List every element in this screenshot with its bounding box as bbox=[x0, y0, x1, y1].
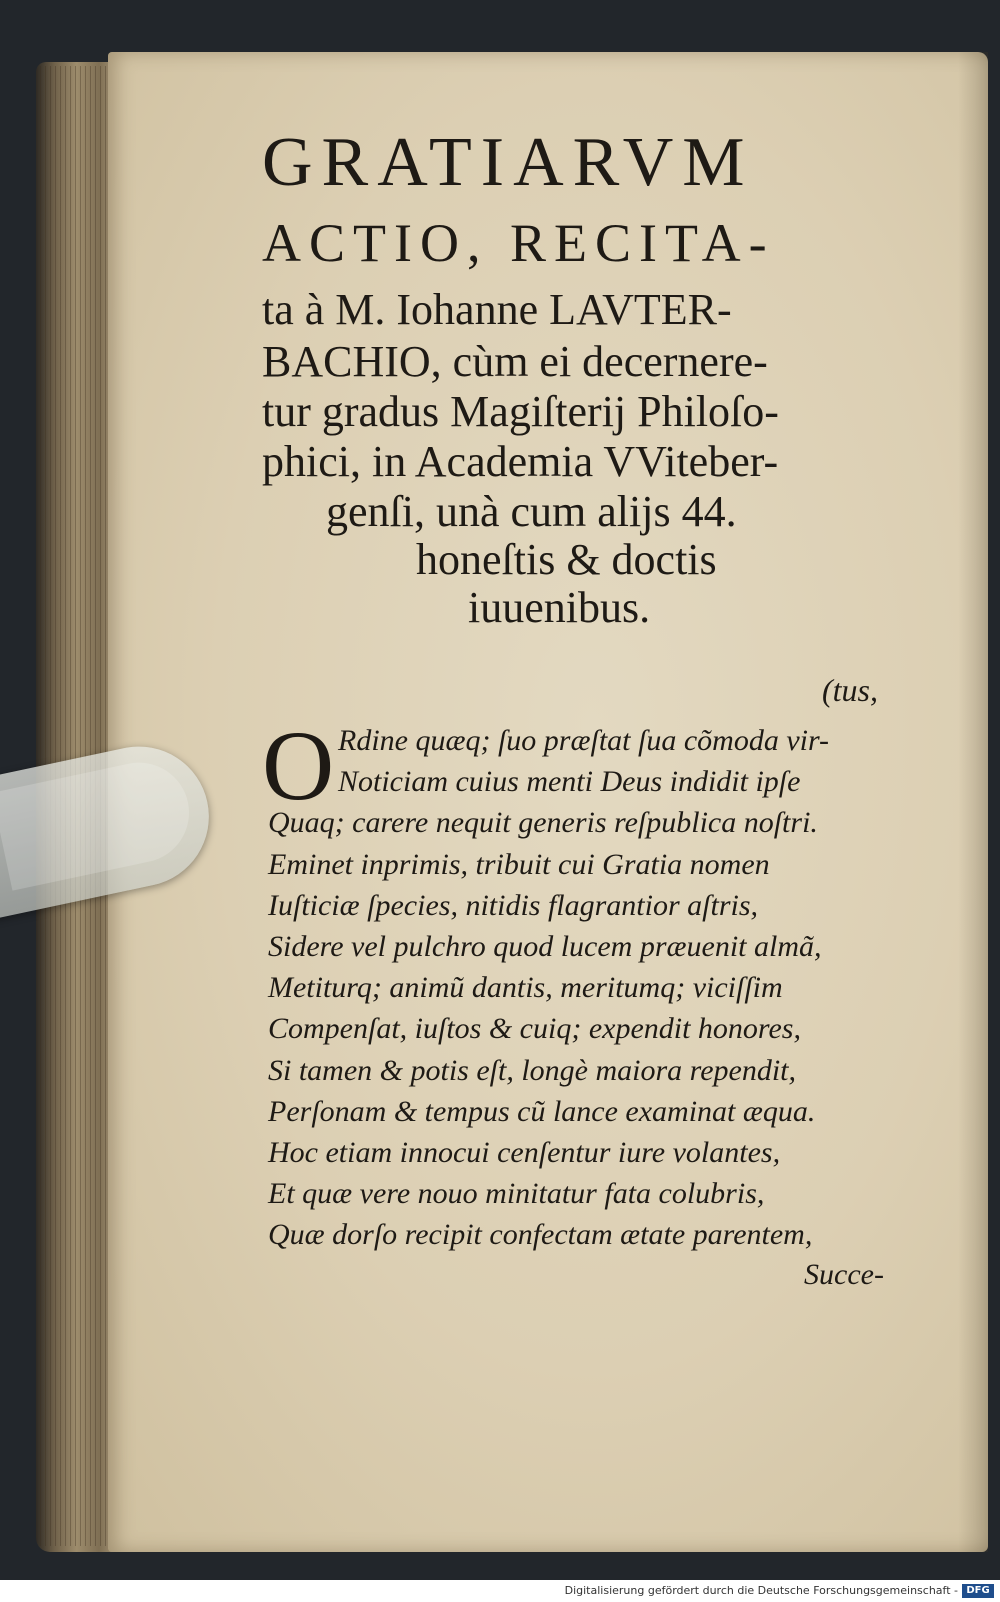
title-line-2: ACTIO, RECITA- bbox=[262, 213, 775, 273]
verse-line: Rdine quæq; ſuo præſtat ſua cõmoda vir- bbox=[338, 724, 830, 757]
drop-cap-initial: O bbox=[262, 710, 335, 821]
verse-line: Metiturq; animũ dantis, meritumq; viciſſim bbox=[268, 971, 783, 1005]
verse-line: Hoc etiam innocui cenſentur iure volantes, bbox=[268, 1135, 781, 1169]
funding-credit: Digitalisierung gefördert durch die Deutsche Forschungsgemeinschaft - bbox=[564, 1584, 958, 1597]
title-line-1: GRATIARVM bbox=[262, 124, 754, 201]
title-line-5: tur gradus Magiſterij Philoſo- bbox=[262, 387, 779, 436]
title-line-8: honeſtis & doctis bbox=[416, 535, 717, 584]
verse-line: Compenſat, iuſtos & cuiq; expendit honores, bbox=[268, 1012, 801, 1046]
top-catchword: (tus, bbox=[822, 672, 878, 708]
verse-line: Perſonam & tempus cũ lance examinat æqua. bbox=[268, 1094, 816, 1128]
title-line-7: genſi, unà cum alijs 44. bbox=[326, 487, 737, 536]
verse-line: Noticiam cuius menti Deus indidit ipſe bbox=[338, 765, 801, 799]
title-block bbox=[262, 124, 902, 632]
verse-line: Sidere vel pulchro quod lucem præuenit almã, bbox=[268, 929, 822, 963]
dfg-logo-icon: DFG bbox=[962, 1584, 994, 1598]
title-line-9: iuuenibus. bbox=[468, 583, 651, 632]
verse-block bbox=[268, 720, 908, 1255]
verse-line: Et quæ vere nouo minitatur fata colubris, bbox=[268, 1177, 765, 1211]
title-line-3: ta à M. Iohanne LAVTER- bbox=[262, 285, 732, 334]
title-line-6: phici, in Academia VViteber- bbox=[262, 437, 779, 486]
verse-line: Quaq; carere nequit generis reſpublica noſtri. bbox=[268, 806, 818, 840]
page-gutter-shadow bbox=[958, 52, 988, 1552]
verse-line: Quæ dorſo recipit confectam ætate parentem, bbox=[268, 1218, 813, 1252]
bottom-catchword: Succe- bbox=[804, 1258, 884, 1291]
verse-line: Iuſticiæ ſpecies, nitidis flagrantior aſtris, bbox=[268, 888, 759, 922]
title-line-4: BACHIO, cùm ei decernere- bbox=[262, 337, 768, 386]
footer-bar bbox=[0, 1580, 1000, 1602]
verse-line: Eminet inprimis, tribuit cui Gratia nomen bbox=[268, 847, 770, 881]
verse-line: Si tamen & potis eſt, longè maiora rependit, bbox=[268, 1053, 797, 1087]
